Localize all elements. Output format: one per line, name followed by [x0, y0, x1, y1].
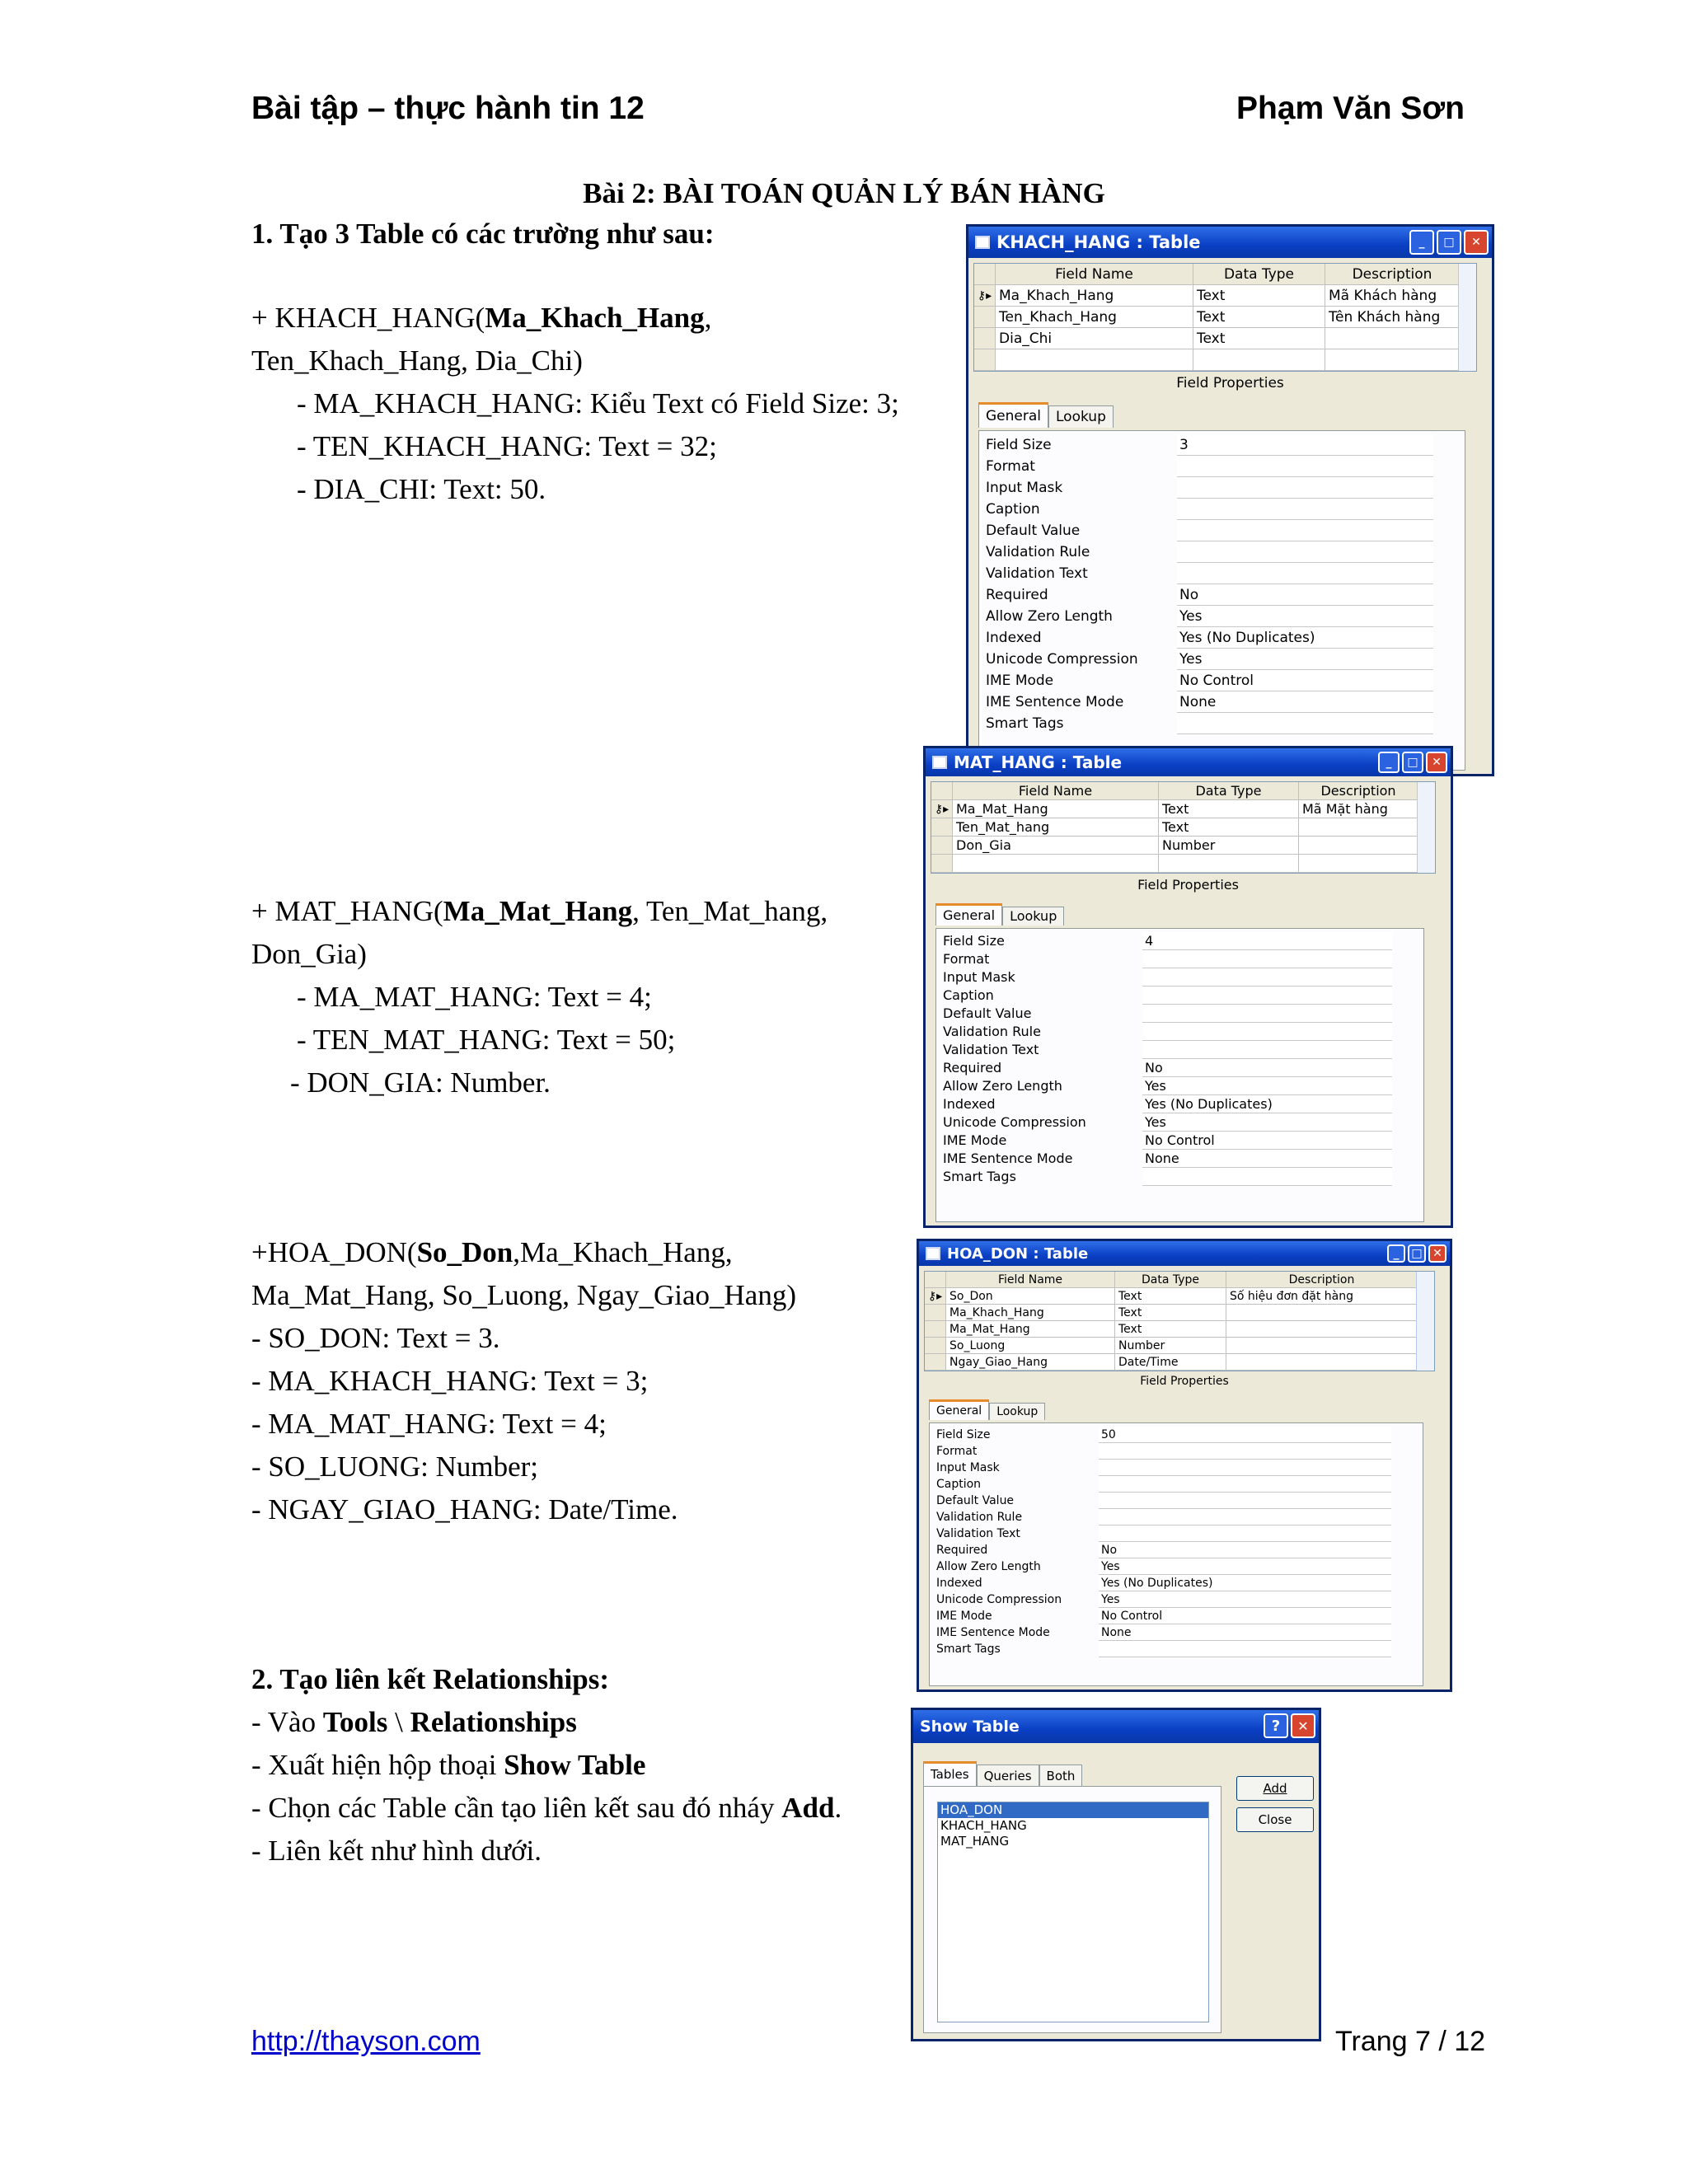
close-button[interactable]: Close [1236, 1807, 1314, 1832]
tab-general[interactable]: General [935, 903, 1002, 926]
close-icon[interactable]: ✕ [1464, 230, 1489, 255]
data-type-cell[interactable]: Text [1115, 1305, 1226, 1320]
property-label: IME Mode [943, 1132, 1007, 1148]
field-properties-label: Field Properties [1137, 877, 1239, 893]
column-header: Description [1299, 782, 1418, 799]
data-type-cell[interactable]: Text [1159, 800, 1299, 818]
close-icon[interactable]: ✕ [1291, 1713, 1315, 1738]
kh-item: - MA_KHACH_HANG: Kiểu Text có Field Size: 3; [297, 387, 899, 419]
list-item[interactable]: HOA_DON [938, 1802, 1208, 1818]
column-header: Data Type [1159, 782, 1299, 799]
column-header: Field Name [946, 1272, 1115, 1287]
description-cell[interactable] [1226, 1305, 1418, 1320]
property-label: IME Sentence Mode [986, 694, 1124, 710]
property-label: Unicode Compression [936, 1593, 1062, 1606]
property-value[interactable]: Yes [1177, 649, 1433, 670]
tab-tables[interactable]: Tables [923, 1761, 977, 1786]
tables-panel [923, 1786, 1221, 2033]
property-label: Allow Zero Length [936, 1560, 1041, 1573]
property-value[interactable]: None [1142, 1150, 1392, 1168]
property-value[interactable]: No [1177, 584, 1433, 606]
property-value[interactable]: Yes [1177, 606, 1433, 627]
property-label: Required [943, 1060, 1002, 1076]
field-name-cell[interactable]: Ten_Khach_Hang [996, 307, 1193, 327]
description-cell[interactable] [1226, 1338, 1418, 1353]
field-name-cell[interactable]: Ngay_Giao_Hang [946, 1354, 1115, 1370]
properties-panel [929, 1422, 1423, 1686]
row-selector[interactable] [931, 837, 953, 854]
tab-both[interactable]: Both [1039, 1765, 1083, 1786]
field-name-cell[interactable]: Ma_Mat_Hang [946, 1321, 1115, 1337]
description-cell[interactable] [1299, 818, 1418, 836]
table-row[interactable] [974, 349, 1476, 371]
table-row[interactable] [931, 855, 1435, 873]
property-value[interactable]: 50 [1099, 1427, 1391, 1443]
property-label: Indexed [986, 630, 1042, 646]
property-label: IME Mode [986, 673, 1054, 689]
property-value[interactable]: No [1142, 1059, 1392, 1077]
khach-hang-table-window [966, 224, 1494, 776]
property-label: Validation Text [943, 1042, 1039, 1057]
row-selector[interactable] [931, 855, 953, 872]
property-label: Default Value [986, 523, 1081, 539]
tab-lookup[interactable]: Lookup [1048, 405, 1114, 428]
field-grid[interactable] [924, 1271, 1435, 1371]
table-row[interactable] [925, 1288, 1434, 1305]
maximize-icon[interactable]: □ [1437, 230, 1461, 255]
section2-line: - Xuất hiện hộp thoại Show Table [251, 1749, 646, 1781]
kh-line2: Ten_Khach_Hang, Dia_Chi) [251, 344, 583, 377]
page-number: Trang 7 / 12 [1335, 2026, 1486, 2057]
property-label: IME Sentence Mode [936, 1626, 1050, 1639]
property-label: Format [986, 458, 1035, 475]
property-label: Allow Zero Length [943, 1078, 1062, 1094]
description-cell[interactable]: Số hiệu đơn đặt hàng [1226, 1288, 1418, 1304]
kh-item: - DIA_CHI: Text: 50. [297, 473, 546, 505]
data-type-cell[interactable]: Text [1115, 1288, 1226, 1304]
property-label: IME Sentence Mode [943, 1151, 1073, 1166]
property-tabs [935, 903, 1064, 926]
mh-item: - TEN_MAT_HANG: Text = 50; [297, 1024, 676, 1056]
data-type-cell[interactable]: Text [1193, 328, 1325, 349]
table-row[interactable] [974, 307, 1476, 328]
column-header: Description [1226, 1272, 1418, 1287]
add-button[interactable]: Add [1236, 1776, 1314, 1801]
field-grid[interactable] [973, 263, 1477, 372]
page-title: Bài 2: BÀI TOÁN QUẢN LÝ BÁN HÀNG [583, 177, 1105, 209]
property-tabs [978, 402, 1114, 428]
property-value[interactable]: Yes [1142, 1077, 1392, 1095]
mh-item: - MA_MAT_HANG: Text = 4; [297, 981, 652, 1013]
property-value[interactable] [1177, 563, 1433, 584]
property-value[interactable] [1099, 1476, 1391, 1493]
row-selector[interactable] [925, 1354, 946, 1370]
window-titlebar [926, 748, 1451, 776]
field-name-cell[interactable]: Ma_Mat_Hang [953, 800, 1159, 818]
property-label: Allow Zero Length [986, 608, 1113, 625]
data-type-cell[interactable]: Number [1159, 837, 1299, 854]
property-value[interactable]: Yes [1099, 1558, 1391, 1575]
property-label: Field Size [986, 437, 1052, 453]
section2-line: - Liên kết như hình dưới. [251, 1835, 542, 1867]
property-label: Indexed [936, 1577, 982, 1590]
tab-general[interactable]: General [978, 402, 1048, 428]
property-label: Indexed [943, 1096, 996, 1112]
hd-item: - NGAY_GIAO_HANG: Date/Time. [251, 1493, 678, 1526]
hd-item: - MA_KHACH_HANG: Text = 3; [251, 1365, 649, 1397]
primary-key-icon[interactable]: ⚷▸ [974, 285, 996, 306]
section2-heading: 2. Tạo liên kết Relationships: [251, 1663, 609, 1695]
table-row[interactable] [931, 800, 1435, 818]
window-titlebar [919, 1241, 1450, 1266]
property-value[interactable] [1177, 477, 1433, 499]
data-type-cell[interactable]: Text [1193, 307, 1325, 327]
list-item[interactable]: KHACH_HANG [940, 1818, 1027, 1833]
description-cell[interactable]: Tên Khách hàng [1325, 307, 1460, 327]
table-row[interactable] [931, 837, 1435, 855]
mat-hang-table-window [923, 746, 1453, 1228]
maximize-icon[interactable]: □ [1402, 752, 1423, 773]
property-label: Input Mask [936, 1461, 1000, 1474]
row-selector[interactable] [931, 818, 953, 836]
property-label: Caption [943, 987, 994, 1003]
description-cell[interactable] [1226, 1354, 1418, 1370]
property-value[interactable] [1099, 1526, 1391, 1542]
data-type-cell[interactable]: Number [1115, 1338, 1226, 1353]
help-button[interactable]: ? [1264, 1713, 1288, 1738]
minimize-icon[interactable]: _ [1378, 752, 1400, 773]
description-cell[interactable] [1226, 1321, 1418, 1337]
mh-line1: + MAT_HANG(Ma_Mat_Hang, Ten_Mat_hang, [251, 895, 828, 927]
field-name-cell[interactable]: So_Don [946, 1288, 1115, 1304]
table-row[interactable] [974, 285, 1476, 307]
section2-line: - Vào Tools \ Relationships [251, 1706, 577, 1738]
footer-link[interactable]: http://thayson.com [251, 2026, 481, 2057]
data-type-cell[interactable]: Text [1159, 818, 1299, 836]
property-label: Caption [986, 501, 1040, 518]
column-header: Field Name [953, 782, 1159, 799]
field-name-cell[interactable]: Ma_Khach_Hang [946, 1305, 1115, 1320]
property-value[interactable] [1142, 987, 1392, 1005]
property-value[interactable] [1142, 1023, 1392, 1041]
field-name-cell[interactable]: So_Luong [946, 1338, 1115, 1353]
hd-item: - SO_DON: Text = 3. [251, 1322, 500, 1354]
property-value[interactable]: Yes (No Duplicates) [1142, 1095, 1392, 1113]
property-value[interactable]: Yes (No Duplicates) [1099, 1575, 1391, 1591]
grid-scrollbar[interactable] [1416, 1272, 1434, 1371]
property-value[interactable]: Yes [1099, 1591, 1391, 1608]
list-item[interactable]: MAT_HANG [940, 1834, 1010, 1849]
property-label: Unicode Compression [986, 651, 1138, 668]
window-title: KHACH_HANG : Table [996, 232, 1201, 252]
minimize-icon[interactable]: _ [1387, 1244, 1405, 1263]
field-properties-label: Field Properties [1140, 1375, 1229, 1388]
property-label: Field Size [943, 933, 1005, 949]
header-right: Phạm Văn Sơn [1236, 91, 1465, 126]
mh-line2: Don_Gia) [251, 938, 367, 970]
hd-item: - SO_LUONG: Number; [251, 1451, 539, 1483]
property-value[interactable]: No Control [1177, 670, 1433, 691]
tables-list[interactable] [937, 1802, 1209, 2022]
window-titlebar [968, 227, 1492, 258]
hd-line1: +HOA_DON(So_Don,Ma_Khach_Hang, [251, 1236, 733, 1268]
grid-header-row [931, 782, 1435, 800]
column-header: Field Name [996, 264, 1193, 284]
description-cell[interactable]: Mã Mặt hàng [1299, 800, 1418, 818]
field-properties-label: Field Properties [1176, 375, 1284, 391]
tab-general[interactable]: General [929, 1399, 989, 1420]
close-icon[interactable]: ✕ [1428, 1244, 1447, 1263]
row-selector[interactable] [974, 328, 996, 349]
section1-heading: 1. Tạo 3 Table có các trường như sau: [251, 218, 715, 250]
property-label: Default Value [943, 1005, 1032, 1021]
property-label: Format [936, 1445, 978, 1458]
hd-line2: Ma_Mat_Hang, So_Luong, Ngay_Giao_Hang) [251, 1279, 797, 1311]
tab-lookup[interactable]: Lookup [989, 1403, 1045, 1420]
primary-key-icon[interactable]: ⚷▸ [925, 1288, 946, 1304]
field-grid[interactable] [931, 781, 1436, 874]
description-cell[interactable] [1299, 837, 1418, 854]
row-selector[interactable] [974, 349, 996, 370]
property-label: Smart Tags [986, 715, 1064, 732]
property-value[interactable] [1177, 499, 1433, 520]
hoa-don-table-window [917, 1239, 1452, 1692]
property-value[interactable]: Yes [1142, 1113, 1392, 1132]
property-label: Caption [936, 1478, 982, 1491]
property-label: Format [943, 951, 990, 967]
kh-item: - TEN_KHACH_HANG: Text = 32; [297, 430, 717, 462]
minimize-icon[interactable]: _ [1409, 230, 1434, 255]
property-value[interactable]: None [1099, 1624, 1391, 1641]
property-label: Default Value [936, 1494, 1015, 1507]
property-value[interactable]: Yes (No Duplicates) [1177, 627, 1433, 649]
grid-header-row [925, 1272, 1434, 1288]
tab-queries[interactable]: Queries [977, 1765, 1039, 1786]
property-label: Smart Tags [936, 1643, 1001, 1656]
mh-item: - DON_GIA: Number. [290, 1066, 551, 1099]
table-row[interactable] [925, 1321, 1434, 1338]
table-row[interactable] [931, 818, 1435, 837]
row-selector[interactable] [925, 1338, 946, 1353]
grid-scrollbar[interactable] [1458, 264, 1476, 371]
field-name-cell[interactable]: Ma_Khach_Hang [996, 285, 1193, 306]
maximize-icon[interactable]: □ [1408, 1244, 1426, 1263]
field-name-cell[interactable]: Ten_Mat_hang [953, 818, 1159, 836]
property-value[interactable] [1099, 1641, 1391, 1657]
property-label: Validation Rule [986, 544, 1090, 560]
table-icon [975, 236, 990, 249]
window-title: MAT_HANG : Table [954, 752, 1123, 772]
close-icon[interactable]: ✕ [1426, 752, 1447, 773]
property-value[interactable]: No Control [1099, 1608, 1391, 1624]
data-type-cell[interactable]: Text [1115, 1321, 1226, 1337]
property-value[interactable] [1099, 1460, 1391, 1476]
property-value[interactable]: No [1099, 1542, 1391, 1558]
properties-panel [978, 430, 1465, 771]
property-value[interactable]: None [1177, 691, 1433, 713]
table-icon [932, 756, 947, 769]
property-value[interactable] [1142, 968, 1392, 987]
property-value[interactable] [1177, 456, 1433, 477]
property-label: Validation Rule [943, 1024, 1041, 1039]
dialog-titlebar [913, 1710, 1319, 1743]
property-label: Required [986, 587, 1048, 603]
column-header: Data Type [1193, 264, 1325, 284]
property-value[interactable] [1142, 950, 1392, 968]
property-tabs [929, 1399, 1045, 1420]
hd-item: - MA_MAT_HANG: Text = 4; [251, 1408, 607, 1440]
description-cell[interactable] [1325, 328, 1460, 349]
property-label: Required [936, 1544, 988, 1557]
properties-panel [935, 928, 1424, 1222]
property-value[interactable] [1099, 1509, 1391, 1526]
property-value[interactable] [1177, 541, 1433, 563]
dialog-tabs [923, 1761, 1082, 1786]
row-selector[interactable] [925, 1321, 946, 1337]
data-type-cell[interactable]: Text [1193, 285, 1325, 306]
kh-line1: + KHACH_HANG(Ma_Khach_Hang, [251, 302, 712, 334]
grid-header-row [974, 264, 1476, 285]
property-value[interactable] [1099, 1443, 1391, 1460]
property-label: Validation Rule [936, 1511, 1023, 1524]
table-row[interactable] [925, 1354, 1434, 1371]
field-name-cell[interactable]: Dia_Chi [996, 328, 1193, 349]
property-value[interactable]: 4 [1142, 932, 1392, 950]
table-row[interactable] [974, 328, 1476, 349]
tab-lookup[interactable]: Lookup [1002, 907, 1064, 926]
property-value[interactable] [1142, 1168, 1392, 1186]
property-value[interactable] [1177, 520, 1433, 541]
dialog-title: Show Table [920, 1718, 1020, 1736]
property-label: Validation Text [986, 565, 1088, 582]
property-value[interactable]: No Control [1142, 1132, 1392, 1150]
column-header: Description [1325, 264, 1460, 284]
property-label: IME Mode [936, 1610, 992, 1623]
row-selector[interactable] [974, 307, 996, 327]
property-label: Input Mask [943, 969, 1015, 985]
show-table-dialog [911, 1708, 1321, 2041]
property-label: Input Mask [986, 480, 1063, 496]
section2-line: - Chọn các Table cần tạo liên kết sau đó nháy Add. [251, 1792, 842, 1824]
description-cell[interactable]: Mã Khách hàng [1325, 285, 1460, 306]
grid-scrollbar[interactable] [1417, 782, 1435, 873]
field-name-cell[interactable]: Don_Gia [953, 837, 1159, 854]
property-value[interactable]: 3 [1177, 434, 1433, 456]
header-left: Bài tập – thực hành tin 12 [251, 91, 645, 126]
property-value[interactable] [1142, 1005, 1392, 1023]
row-selector[interactable] [925, 1305, 946, 1320]
column-header: Data Type [1115, 1272, 1226, 1287]
property-label: Field Size [936, 1428, 991, 1441]
table-icon [926, 1247, 940, 1260]
property-label: Validation Text [936, 1527, 1020, 1540]
property-value[interactable] [1142, 1041, 1392, 1059]
property-value[interactable] [1099, 1493, 1391, 1509]
window-title: HOA_DON : Table [947, 1244, 1089, 1263]
property-value[interactable] [1177, 713, 1433, 734]
property-label: Smart Tags [943, 1169, 1016, 1184]
table-row[interactable] [925, 1338, 1434, 1354]
table-row[interactable] [925, 1305, 1434, 1321]
property-label: Unicode Compression [943, 1114, 1086, 1130]
primary-key-icon[interactable]: ⚷▸ [931, 800, 953, 818]
data-type-cell[interactable]: Date/Time [1115, 1354, 1226, 1370]
